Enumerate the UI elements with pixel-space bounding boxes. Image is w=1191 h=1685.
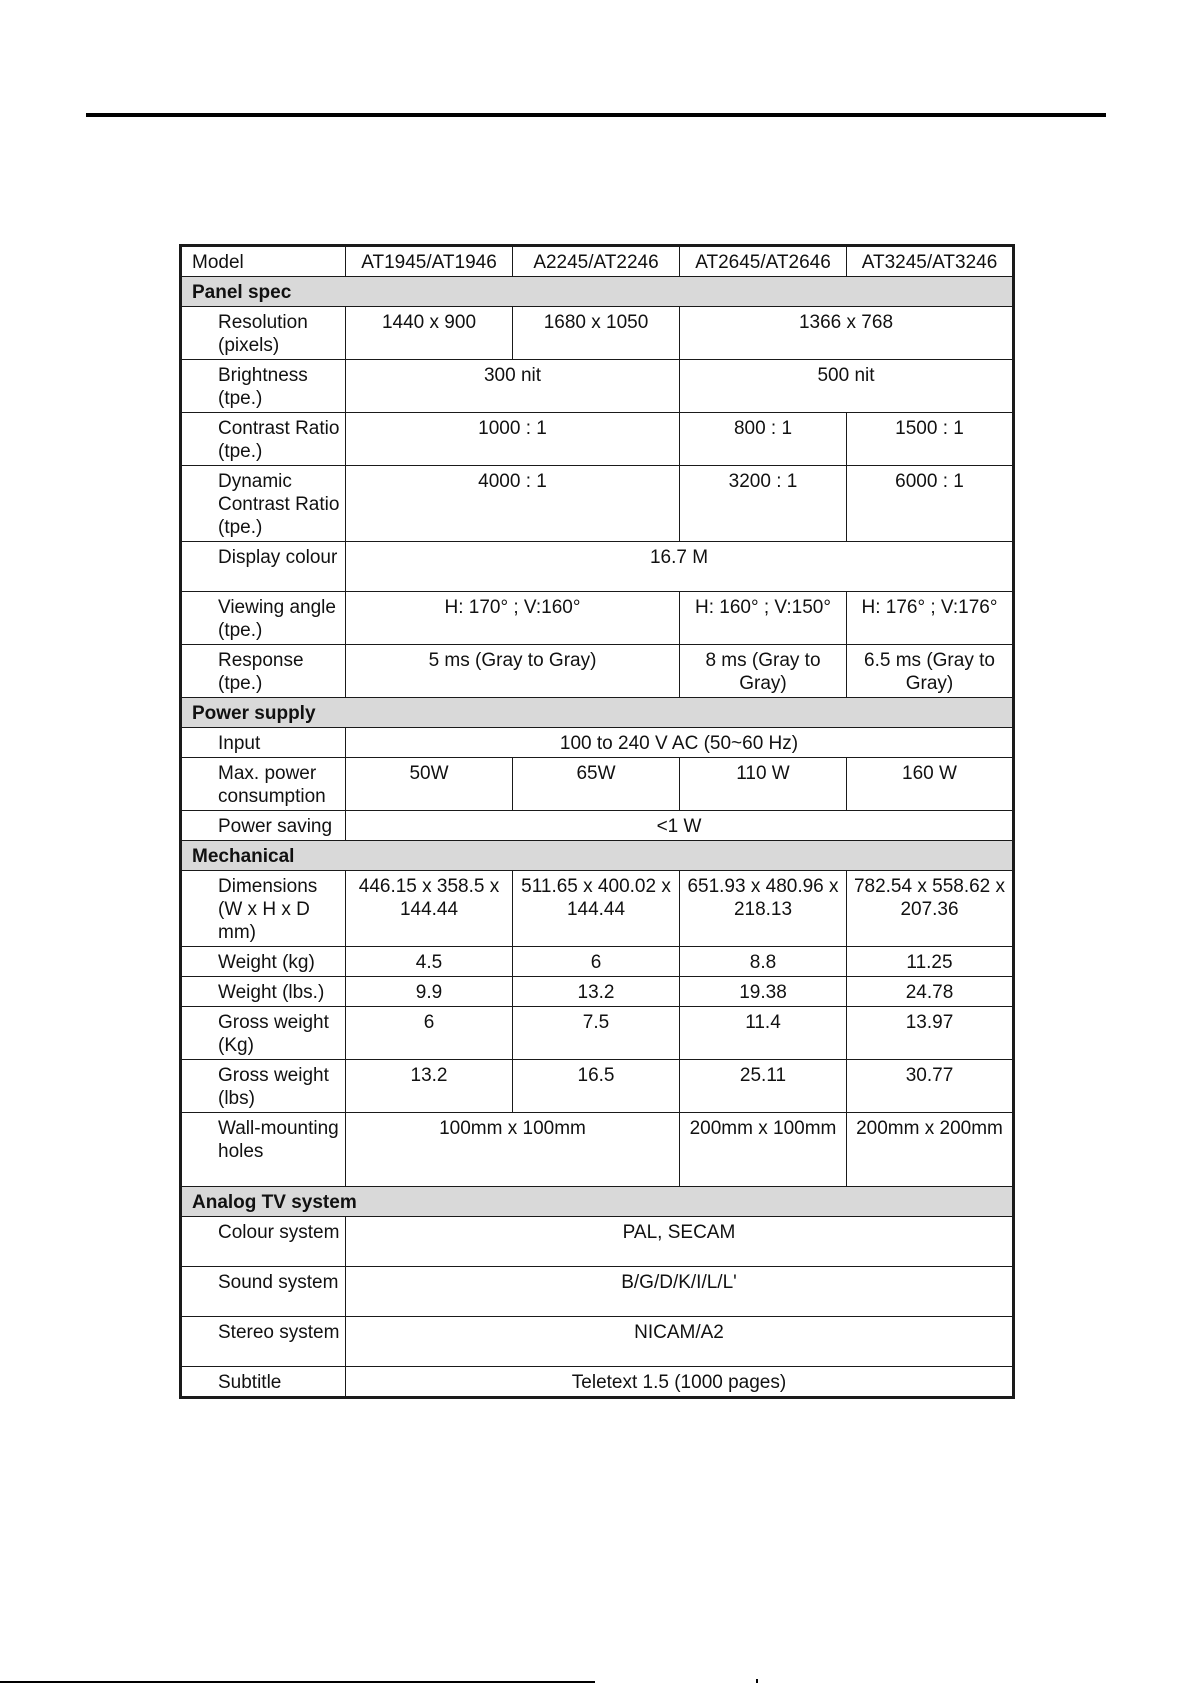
cell-value: 6 (346, 1007, 513, 1060)
row-label: Resolution (pixels) (181, 307, 346, 360)
cell-value: 13.2 (513, 977, 680, 1007)
model-1: AT1945/AT1946 (346, 246, 513, 277)
row-response (181, 645, 1014, 698)
cell-value: 11.25 (847, 947, 1014, 977)
cell-value: 1680 x 1050 (513, 307, 680, 360)
cell-value: 50W (346, 758, 513, 811)
cell-value: 30.77 (847, 1060, 1014, 1113)
row-label: Gross weight (lbs) (181, 1060, 346, 1113)
cell-value: B/G/D/K/I/L/L' (346, 1267, 1014, 1317)
row-label: Response (tpe.) (181, 645, 346, 698)
cell-value: 6.5 ms (Gray to Gray) (847, 645, 1014, 698)
section-title: Analog TV system (181, 1187, 1014, 1217)
section-panel-spec (181, 277, 1014, 307)
row-label: Brightness (tpe.) (181, 360, 346, 413)
row-label: Viewing angle (tpe.) (181, 592, 346, 645)
cell-value: 511.65 x 400.02 x 144.44 (513, 871, 680, 947)
cell-value: 1440 x 900 (346, 307, 513, 360)
cell-value: 11.4 (680, 1007, 847, 1060)
cell-value: 4000 : 1 (346, 466, 680, 542)
row-label: Weight (kg) (181, 947, 346, 977)
section-title: Power supply (181, 698, 1014, 728)
cell-value: 24.78 (847, 977, 1014, 1007)
cell-value: 110 W (680, 758, 847, 811)
row-label: Power saving (181, 811, 346, 841)
section-analog-tv (181, 1187, 1014, 1217)
cell-value: 500 nit (680, 360, 1014, 413)
row-input (181, 728, 1014, 758)
cell-value: 200mm x 200mm (847, 1113, 1014, 1187)
row-label: Colour system (181, 1217, 346, 1267)
row-gross-weight-lbs (181, 1060, 1014, 1113)
row-max-power (181, 758, 1014, 811)
cell-value: NICAM/A2 (346, 1317, 1014, 1367)
cell-value: 300 nit (346, 360, 680, 413)
cell-value: 65W (513, 758, 680, 811)
row-label: Stereo system (181, 1317, 346, 1367)
row-label: Subtitle (181, 1367, 346, 1398)
cell-value: <1 W (346, 811, 1014, 841)
top-rule (86, 113, 1106, 117)
section-power-supply (181, 698, 1014, 728)
cell-value: 6000 : 1 (847, 466, 1014, 542)
cell-value: 100mm x 100mm (346, 1113, 680, 1187)
bottom-rule (0, 1681, 595, 1683)
cell-value: 13.97 (847, 1007, 1014, 1060)
model-4: AT3245/AT3246 (847, 246, 1014, 277)
row-contrast (181, 413, 1014, 466)
cell-value: 16.5 (513, 1060, 680, 1113)
section-title: Mechanical (181, 841, 1014, 871)
cell-value: 16.7 M (346, 542, 1014, 592)
row-brightness (181, 360, 1014, 413)
row-subtitle (181, 1367, 1014, 1398)
row-weight-kg (181, 947, 1014, 977)
cell-value: H: 170° ; V:160° (346, 592, 680, 645)
row-gross-weight-kg (181, 1007, 1014, 1060)
row-label: Max. power consumption (181, 758, 346, 811)
row-label: Input (181, 728, 346, 758)
cell-value: PAL, SECAM (346, 1217, 1014, 1267)
row-label: Sound system (181, 1267, 346, 1317)
cell-value: 1366 x 768 (680, 307, 1014, 360)
row-label: Display colour (181, 542, 346, 592)
cell-value: 7.5 (513, 1007, 680, 1060)
cell-value: 200mm x 100mm (680, 1113, 847, 1187)
row-weight-lbs (181, 977, 1014, 1007)
cell-value: 13.2 (346, 1060, 513, 1113)
cell-value: 160 W (847, 758, 1014, 811)
cell-value: 5 ms (Gray to Gray) (346, 645, 680, 698)
row-label: Dynamic Contrast Ratio (tpe.) (181, 466, 346, 542)
cell-value: 8.8 (680, 947, 847, 977)
row-sound-system (181, 1267, 1014, 1317)
row-dynamic-contrast (181, 466, 1014, 542)
cell-value: 1500 : 1 (847, 413, 1014, 466)
cell-value: 100 to 240 V AC (50~60 Hz) (346, 728, 1014, 758)
row-label: Contrast Ratio (tpe.) (181, 413, 346, 466)
cell-value: 25.11 (680, 1060, 847, 1113)
row-dimensions (181, 871, 1014, 947)
model-label: Model (181, 246, 346, 277)
row-colour-system (181, 1217, 1014, 1267)
row-label: Weight (lbs.) (181, 977, 346, 1007)
row-display-colour (181, 542, 1014, 592)
cell-value: 800 : 1 (680, 413, 847, 466)
cell-value: 782.54 x 558.62 x 207.36 (847, 871, 1014, 947)
row-resolution (181, 307, 1014, 360)
cell-value: 4.5 (346, 947, 513, 977)
cell-value: 651.93 x 480.96 x 218.13 (680, 871, 847, 947)
cell-value: 6 (513, 947, 680, 977)
row-label: Wall-mounting holes (181, 1113, 346, 1187)
row-wall-mounting (181, 1113, 1014, 1187)
row-power-saving (181, 811, 1014, 841)
model-3: AT2645/AT2646 (680, 246, 847, 277)
cell-value: 9.9 (346, 977, 513, 1007)
row-label: Gross weight (Kg) (181, 1007, 346, 1060)
row-stereo-system (181, 1317, 1014, 1367)
specifications-table (179, 244, 1015, 1399)
row-label: Dimensions (W x H x D mm) (181, 871, 346, 947)
cell-value: H: 176° ; V:176° (847, 592, 1014, 645)
cell-value: 3200 : 1 (680, 466, 847, 542)
model-2: A2245/AT2246 (513, 246, 680, 277)
cell-value: 8 ms (Gray to Gray) (680, 645, 847, 698)
bottom-tick-mark (756, 1679, 758, 1683)
cell-value: 446.15 x 358.5 x 144.44 (346, 871, 513, 947)
cell-value: Teletext 1.5 (1000 pages) (346, 1367, 1014, 1398)
cell-value: H: 160° ; V:150° (680, 592, 847, 645)
cell-value: 19.38 (680, 977, 847, 1007)
cell-value: 1000 : 1 (346, 413, 680, 466)
row-viewing-angle (181, 592, 1014, 645)
model-header-row (181, 246, 1014, 277)
section-mechanical (181, 841, 1014, 871)
section-title: Panel spec (181, 277, 1014, 307)
